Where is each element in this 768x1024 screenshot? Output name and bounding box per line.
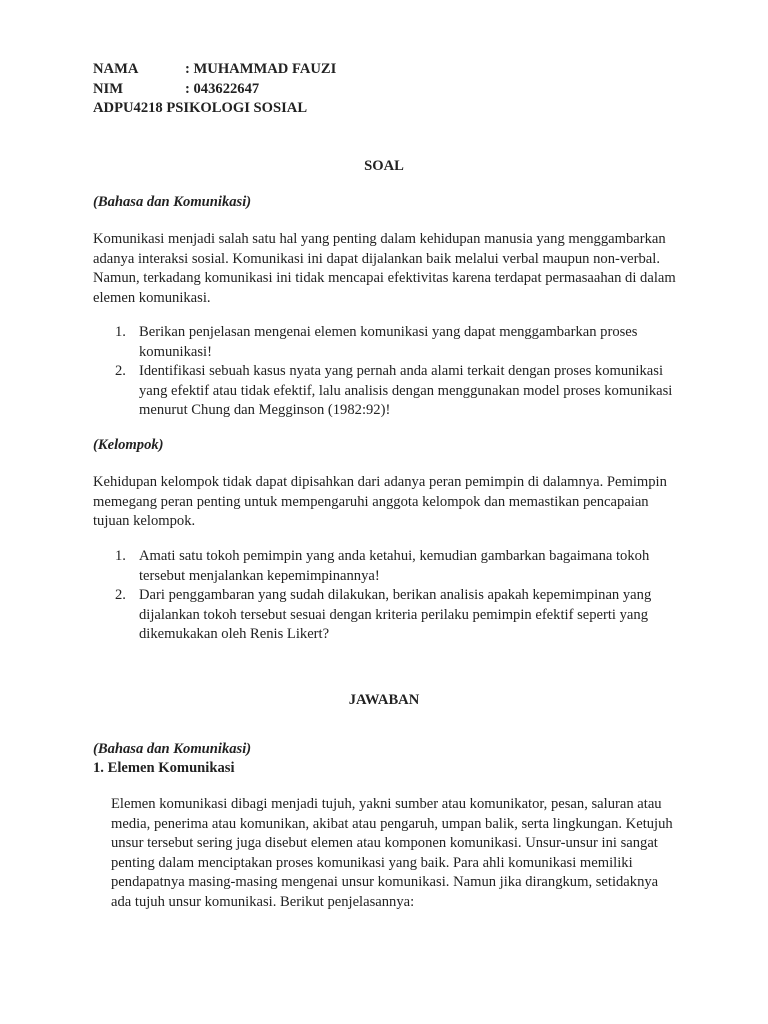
list-number: 2. [115, 363, 126, 379]
question-text: Amati satu tokoh pemimpin yang anda ketahui, kemudian gambarkan bagaimana tokoh tersebut menjalankan kepemimpinannya! [139, 548, 650, 584]
jawaban-paragraph: Elemen komunikasi dibagi menjadi tujuh, yakni sumber atau komunikator, pesan, saluran atau media, penerima atau komunikan, akibat atau pengaruh, umpan balik, serta lingkungan. Ketujuh unsur tersebut sering juga disebut elemen atau komponen komunikasi. Unsur-unsur ini sangat penting dalam menciptakan proses komunikasi yang baik. Para ahli komunikasi memiliki pendapatnya masing-masing mengenai unsur komunikasi. Namun jika dirangkum, setidaknya ada tujuh unsur komunikasi. Berikut penjelasannya: [111, 796, 673, 910]
soal-section2-heading: (Kelompok) [93, 437, 164, 453]
list-number: 2. [115, 587, 126, 603]
course-title: ADPU4218 PSIKOLOGI SOSIAL [93, 100, 308, 116]
list-item [93, 362, 683, 421]
soal-section1-heading: (Bahasa dan Komunikasi) [93, 194, 252, 210]
soal-section1-intro: Komunikasi menjadi salah satu hal yang penting dalam kehidupan manusia yang menggambarkan adanya interaksi sosial. Komunikasi ini dapat dijalankan baik melalui verbal maupun non-verbal. Namun, terkadang komunikasi ini tidak mencapai efektivitas karena terdapat permasaahan di dalam elemen komunikasi. [93, 231, 676, 306]
soal-title: SOAL [364, 158, 404, 174]
jawaban-section-heading: (Bahasa dan Komunikasi) [93, 741, 252, 757]
soal-section2-intro: Kehidupan kelompok tidak dapat dipisahkan dari adanya peran pemimpin di dalamnya. Pemimpin memegang peran penting untuk mempengaruhi anggota kelompok dan memastikan pencapaian tujuan kelompok. [93, 474, 667, 529]
jawaban-sub-heading: 1. Elemen Komunikasi [93, 760, 235, 776]
list-item [93, 547, 683, 586]
name-row [93, 60, 493, 80]
question-text: Dari penggambaran yang sudah dilakukan, berikan analisis apakah kepemimpinan yang dijalankan tokoh tersebut sesuai dengan kriteria perilaku pemimpin efektif seperti yang dikemukakan oleh Renis Likert? [139, 587, 652, 642]
name-value: : MUHAMMAD FAUZI [185, 61, 337, 77]
list-number: 1. [115, 548, 126, 564]
question-text: Berikan penjelasan mengenai elemen komunikasi yang dapat menggambarkan proses komunikasi! [139, 324, 638, 360]
student-info [93, 60, 493, 119]
list-item [93, 323, 683, 362]
nim-row [93, 80, 493, 100]
soal-section1-questions [93, 323, 683, 421]
nim-label: NIM [93, 80, 123, 97]
list-number: 1. [115, 324, 126, 340]
soal-section2-questions [93, 547, 683, 645]
jawaban-title: JAWABAN [348, 692, 420, 708]
name-label: NAMA [93, 61, 139, 77]
list-item [93, 586, 683, 645]
nim-value: : 043622647 [185, 80, 260, 97]
question-text: Identifikasi sebuah kasus nyata yang pernah anda alami terkait dengan proses komunikasi yang efektif atau tidak efektif, lalu analisis dengan menggunakan model proses komunikasi menurut Chung dan Megginson (1982:92)! [139, 363, 673, 418]
